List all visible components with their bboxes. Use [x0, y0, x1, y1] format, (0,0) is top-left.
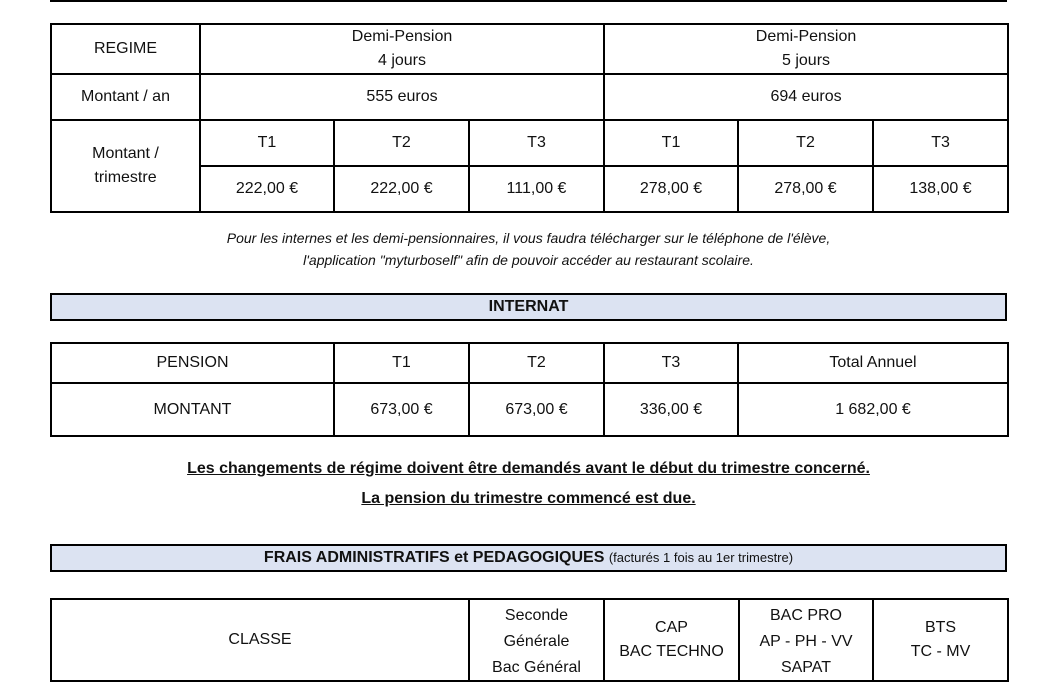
regime-label: REGIME	[51, 24, 200, 74]
classe-label: CLASSE	[51, 599, 469, 681]
demi-pension-table	[50, 23, 1009, 213]
dp5-annual: 694 euros	[604, 74, 1008, 120]
term-cell: T2	[469, 343, 604, 383]
frais-heading: FRAIS ADMINISTRATIFS et PEDAGOGIQUES (facturés 1 fois au 1er trimestre)	[50, 544, 1007, 572]
warning-line-2: La pension du trimestre commencé est due.	[361, 490, 696, 507]
amount-cell: 673,00 €	[469, 383, 604, 436]
warning-line-1: Les changements de régime doivent être demandés avant le début du trimestre concerné.	[187, 460, 870, 477]
amount-cell: 222,00 €	[200, 166, 334, 212]
montant-an-label: Montant / an	[51, 74, 200, 120]
classe-cap: CAP BAC TECHNO	[604, 599, 739, 681]
amount-cell: 673,00 €	[334, 383, 469, 436]
dp5-header: Demi-Pension 5 jours	[604, 24, 1008, 74]
turboself-note: Pour les internes et les demi-pensionnaires, il vous faudra télécharger sur le téléphone de l'élève, l'application "myturboself" afin de pouvoir accéder au restaurant scolaire.	[226, 230, 831, 268]
frais-table	[50, 598, 1009, 682]
term-cell: T2	[738, 120, 873, 166]
total-amount: 1 682,00 €	[738, 383, 1008, 436]
dp4-header: Demi-Pension 4 jours	[200, 24, 604, 74]
dp4-annual: 555 euros	[200, 74, 604, 120]
amount-cell: 138,00 €	[873, 166, 1008, 212]
amount-cell: 278,00 €	[738, 166, 873, 212]
internat-heading: INTERNAT	[50, 293, 1007, 321]
top-rule	[50, 0, 1007, 2]
term-cell: T2	[334, 120, 469, 166]
amount-cell: 336,00 €	[604, 383, 738, 436]
pension-label: PENSION	[51, 343, 334, 383]
frais-subnote: (facturés 1 fois au 1er trimestre)	[608, 550, 794, 565]
total-label: Total Annuel	[738, 343, 1008, 383]
montant-trimestre-label: Montant / trimestre	[51, 120, 200, 212]
classe-seconde: Seconde Générale Bac Général	[469, 599, 604, 681]
term-cell: T1	[604, 120, 738, 166]
classe-bac-pro: BAC PRO AP - PH - VV SAPAT	[739, 599, 873, 681]
internat-table	[50, 342, 1009, 437]
term-cell: T3	[873, 120, 1008, 166]
amount-cell: 278,00 €	[604, 166, 738, 212]
amount-cell: 222,00 €	[334, 166, 469, 212]
montant-label: MONTANT	[51, 383, 334, 436]
term-cell: T1	[334, 343, 469, 383]
term-cell: T3	[469, 120, 604, 166]
term-cell: T3	[604, 343, 738, 383]
term-cell: T1	[200, 120, 334, 166]
classe-bts: BTS TC - MV	[873, 599, 1008, 681]
amount-cell: 111,00 €	[469, 166, 604, 212]
